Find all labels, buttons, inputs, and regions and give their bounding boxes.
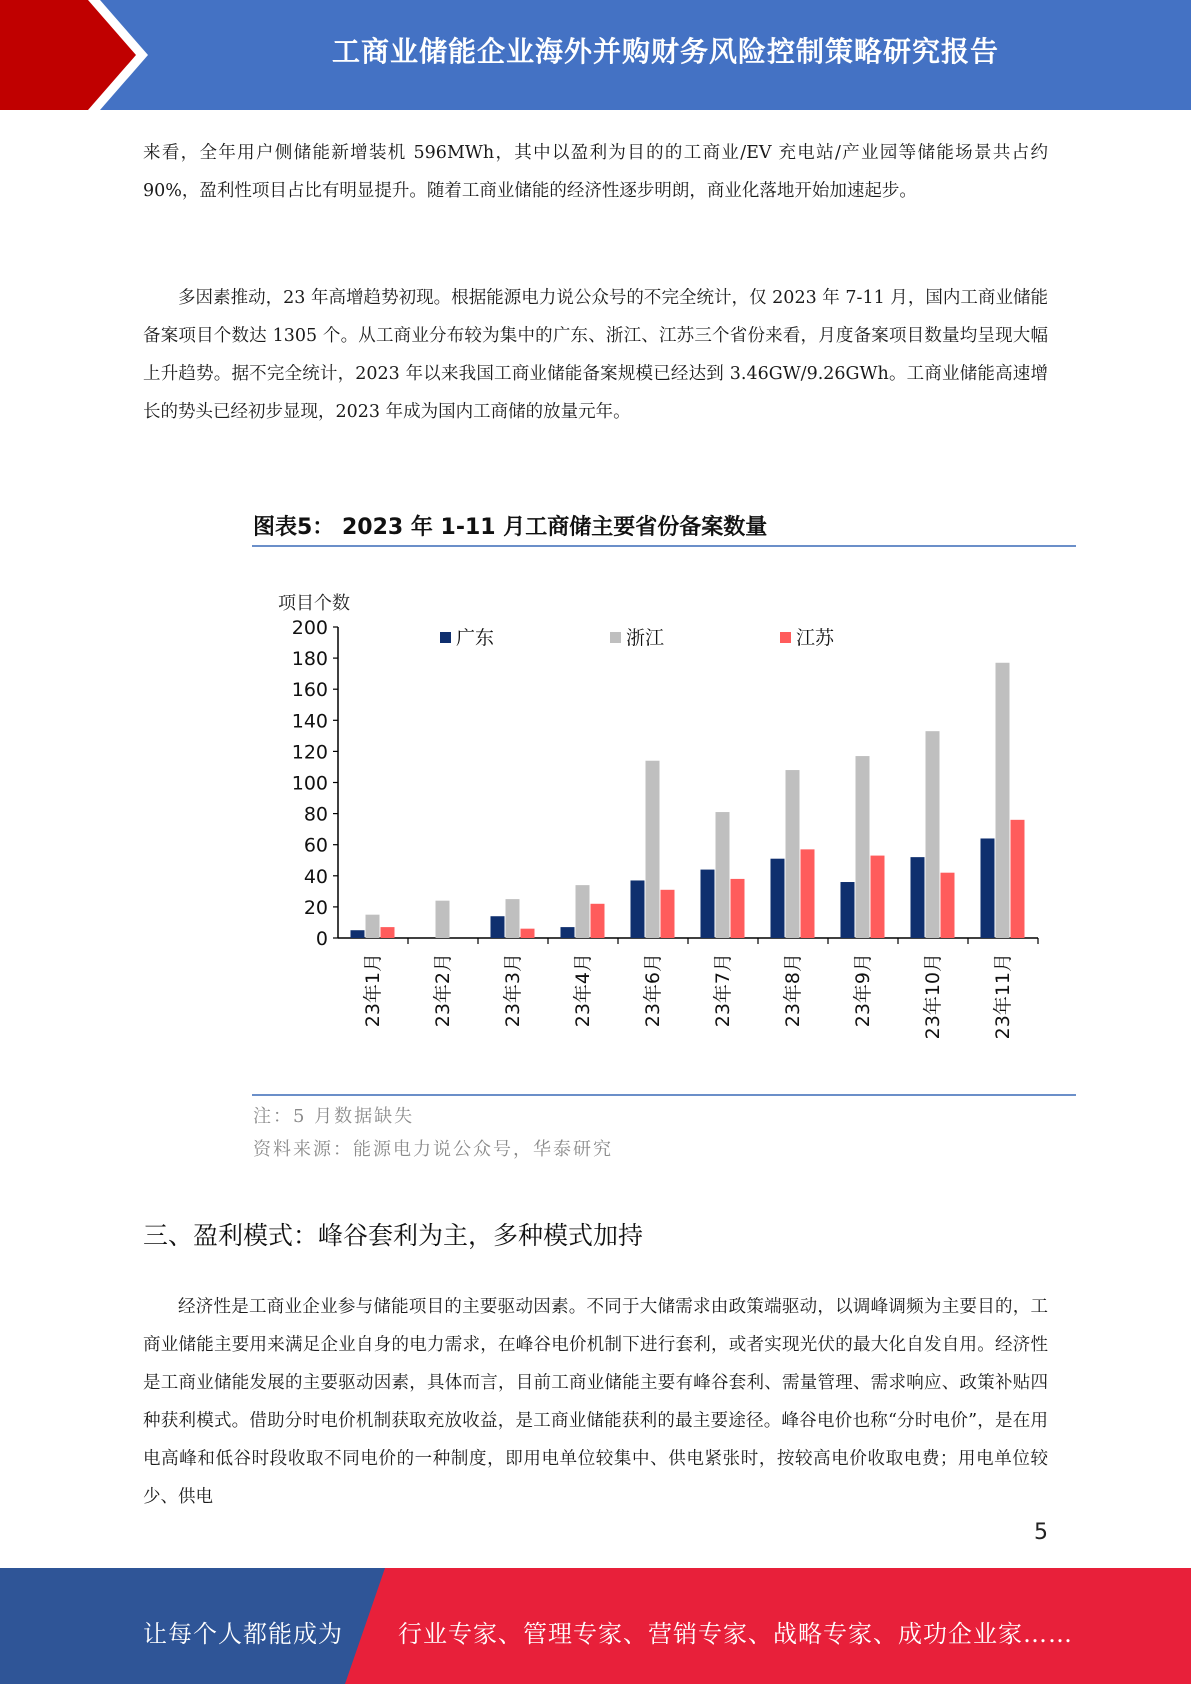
page-number: 5 (1034, 1520, 1048, 1545)
bar-广东-23年4月 (561, 927, 575, 938)
bar-广东-23年10月 (911, 857, 925, 938)
x-tick-label: 23年4月 (572, 953, 594, 1028)
bar-浙江-23年11月 (996, 663, 1010, 938)
bar-浙江-23年1月 (366, 915, 380, 938)
y-tick-label: 160 (291, 679, 328, 702)
x-tick-label: 23年11月 (992, 953, 1014, 1040)
bar-浙江-23年2月 (436, 901, 450, 938)
chart-legend (440, 627, 835, 649)
chart-note: 注：5 月数据缺失 (253, 1106, 415, 1127)
page-header (0, 0, 1191, 110)
bar-江苏-23年8月 (801, 849, 815, 938)
red-arrow-shape (0, 0, 136, 110)
x-tick-label: 23年3月 (502, 953, 524, 1028)
body-paragraph-1: 来看，全年用户侧储能新增装机 596MWh，其中以盈利为目的的工商业/EV 充电站/产业园等储能场景共占约 90%，盈利性项目占比有明显提升。随着工商业储能的经济性逐步明朗，商业化落地开始加速起步。 (143, 143, 1048, 201)
section-paragraph: 经济性是工商业企业参与储能项目的主要驱动因素。不同于大储需求由政策端驱动，以调峰调频为主要目的，工商业储能主要用来满足企业自身的电力需求，在峰谷电价机制下进行套利，或者实现光伏的最大化自发自用。经济性是工商业储能发展的主要驱动因素，具体而言，目前工商业储能主要有峰谷套利、需量管理、需求响应、政策补贴四种获利模式。借助分时电价机制获取充放收益，是工商业储能获利的最主要途径。峰谷电价也称“分时电价”，是在用电高峰和低谷时段收取不同电价的一种制度，即用电单位较集中、供电紧张时，按较高电价收取电费；用电单位较少、供电 (143, 1297, 1048, 1507)
x-tick-label: 23年6月 (642, 953, 664, 1028)
legend-label-浙江: 浙江 (626, 627, 665, 649)
y-tick-label: 100 (291, 772, 328, 795)
chart-bars (351, 663, 1025, 938)
x-tick-label: 23年2月 (432, 953, 454, 1028)
bar-广东-23年11月 (981, 838, 995, 938)
bar-广东-23年6月 (631, 880, 645, 938)
y-tick-label: 120 (291, 741, 328, 764)
x-tick-label: 23年7月 (712, 953, 734, 1028)
legend-label-广东: 广东 (456, 627, 495, 649)
y-tick-label: 80 (303, 803, 328, 826)
legend-label-江苏: 江苏 (796, 627, 835, 649)
bar-chart (250, 585, 1060, 1045)
chart-top-rule (252, 545, 1076, 547)
bar-江苏-23年4月 (591, 904, 605, 938)
body-paragraph-2: 多因素推动，23 年高增趋势初现。根据能源电力说公众号的不完全统计，仅 2023 年 7-11 月，国内工商业储能备案项目个数达 1305 个。从工商业分布较为集中的广东、浙江、江苏三个省份来看，月度备案项目数量均呈现大幅上升趋势。据不完全统计，2023 年以来我国工商业储能备案规模已经达到 3.46GW/9.26GWh。工商业储能高速增长的势头已经初步显现，2023 年成为国内工商储的放量元年。 (143, 288, 1048, 422)
legend-swatch-广东 (440, 632, 451, 643)
bar-广东-23年9月 (841, 882, 855, 938)
bar-广东-23年8月 (771, 859, 785, 938)
bar-江苏-23年7月 (731, 879, 745, 938)
legend-swatch-江苏 (780, 632, 791, 643)
header-arrow-decoration (0, 0, 180, 110)
footer-slogan-right: 行业专家、管理专家、营销专家、战略专家、成功企业家…… (398, 1620, 1073, 1648)
bar-浙江-23年8月 (786, 770, 800, 938)
bar-江苏-23年9月 (871, 856, 885, 938)
section-heading: 三、盈利模式：峰谷套利为主，多种模式加持 (143, 1221, 644, 1250)
y-axis-label: 项目个数 (278, 593, 350, 614)
bar-浙江-23年10月 (926, 731, 940, 938)
bar-浙江-23年6月 (646, 761, 660, 938)
y-tick-label: 180 (291, 648, 328, 671)
bar-浙江-23年3月 (506, 899, 520, 938)
bar-浙江-23年9月 (856, 756, 870, 938)
y-tick-label: 40 (303, 865, 328, 888)
bar-广东-23年7月 (701, 870, 715, 938)
bar-江苏-23年3月 (521, 929, 535, 938)
bar-江苏-23年1月 (381, 927, 395, 938)
x-tick-label: 23年8月 (782, 953, 804, 1028)
y-tick-label: 200 (291, 617, 328, 639)
bar-江苏-23年10月 (941, 873, 955, 938)
bar-江苏-23年6月 (661, 890, 675, 938)
y-tick-label: 20 (303, 896, 328, 919)
y-tick-label: 60 (303, 834, 328, 857)
x-tick-label: 23年10月 (922, 953, 944, 1040)
chart-title: 图表5： 2023 年 1-11 月工商储主要省份备案数量 (253, 515, 768, 540)
bar-广东-23年1月 (351, 930, 365, 938)
y-tick-label: 140 (291, 710, 328, 733)
bar-江苏-23年11月 (1011, 820, 1025, 938)
y-tick-label: 0 (315, 928, 328, 950)
x-tick-label: 23年9月 (852, 953, 874, 1028)
legend-swatch-浙江 (610, 632, 621, 643)
x-tick-label: 23年1月 (362, 953, 384, 1028)
bar-浙江-23年7月 (716, 812, 730, 938)
bar-浙江-23年4月 (576, 885, 590, 938)
report-title: 工商业储能企业海外并购财务风险控制策略研究报告 (331, 35, 999, 68)
chart-bottom-rule (252, 1094, 1076, 1096)
chart-source: 资料来源：能源电力说公众号，华泰研究 (253, 1139, 613, 1160)
bar-广东-23年3月 (491, 916, 505, 938)
footer-slogan-left: 让每个人都能成为 (143, 1620, 343, 1648)
